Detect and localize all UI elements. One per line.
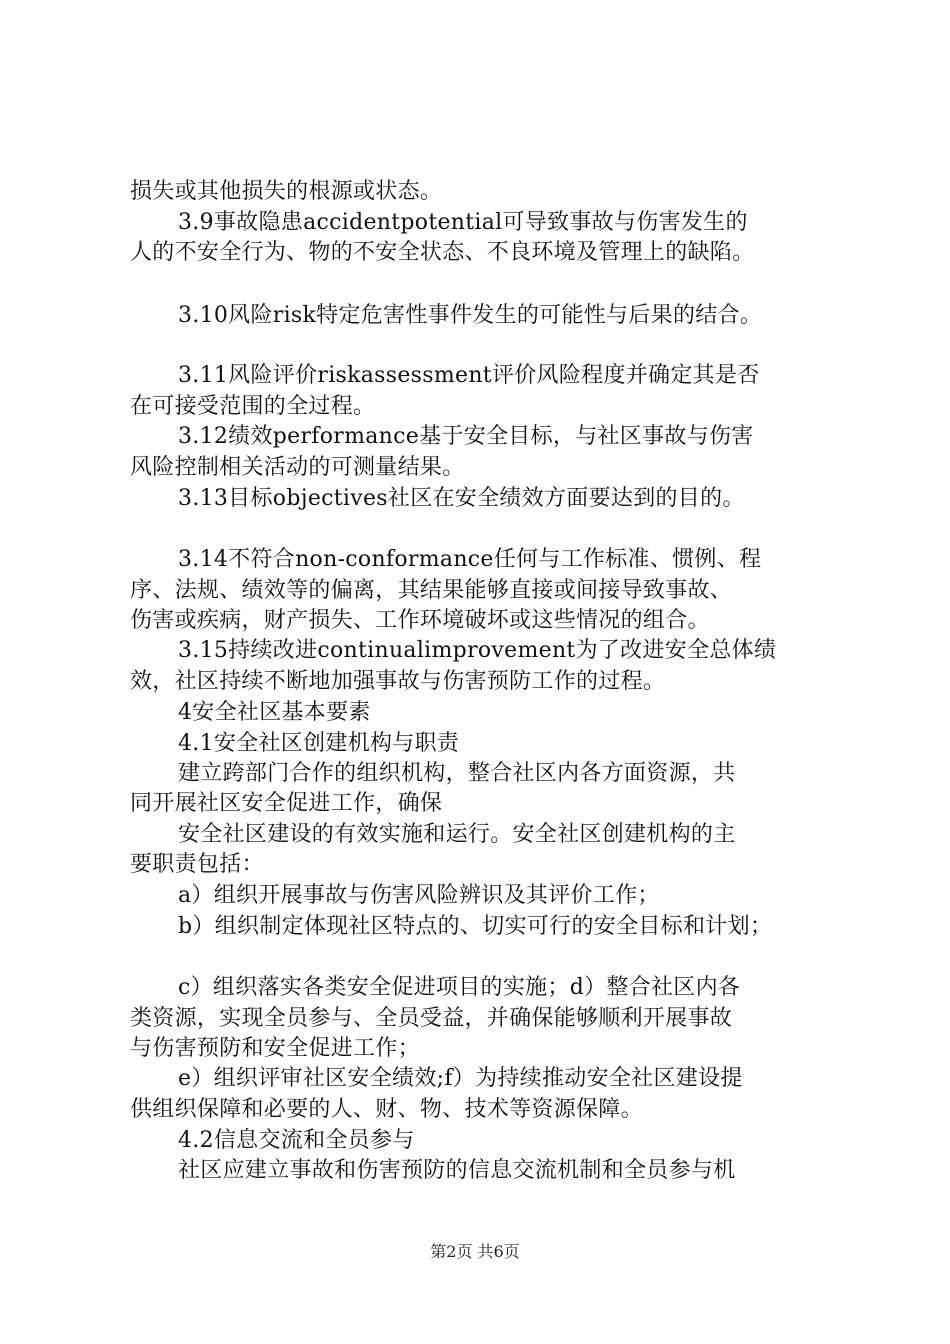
text-line: 类资源，实现全员参与、全员受益，并确保能够顺利开展事故 <box>130 1006 733 1031</box>
text-line: 3.13目标objectives社区在安全绩效方面要达到的目的。 <box>178 486 745 511</box>
section-heading: 4安全社区基本要素 <box>178 700 371 725</box>
text-line: 效，社区持续不断地加强事故与伤害预防工作的过程。 <box>130 669 666 694</box>
section-heading: 4.2信息交流和全员参与 <box>178 1128 415 1153</box>
text-line: 同开展社区安全促进工作，确保 <box>130 791 443 816</box>
text-line: 3.11风险评价riskassessment评价风险程度并确定其是否 <box>178 363 760 388</box>
text-line: 与伤害预防和安全促进工作； <box>130 1036 420 1061</box>
text-line: 社区应建立事故和伤害预防的信息交流机制和全员参与机 <box>178 1158 736 1183</box>
page-footer <box>0 1242 950 1262</box>
text-line: 安全社区建设的有效实施和运行。安全社区创建机构的主 <box>178 822 736 847</box>
text-line: 伤害或疾病，财产损失、工作环境破坏或这些情况的组合。 <box>130 608 710 633</box>
text-line: 供组织保障和必要的人、财、物、技术等资源保障。 <box>130 1097 643 1122</box>
text-line: 3.14不符合non-conformance任何与工作标准、惯例、程 <box>178 547 762 572</box>
text-line: e）组织评审社区安全绩效;f）为持续推动安全社区建设提 <box>178 1066 743 1091</box>
text-line: 在可接受范围的全过程。 <box>130 394 376 419</box>
text-line: 序、法规、绩效等的偏离，其结果能够直接或间接导致事故、 <box>130 578 733 603</box>
text-line: 3.9事故隐患accidentpotential可导致事故与伤害发生的 <box>178 210 748 235</box>
text-line: c）组织落实各类安全促进项目的实施；d）整合社区内各 <box>178 975 741 1000</box>
text-line: 损失或其他损失的根源或状态。 <box>130 179 443 204</box>
text-line: 建立跨部门合作的组织机构，整合社区内各方面资源，共 <box>178 761 736 786</box>
page-number-label: 第2页 共6页 <box>430 1242 520 1261</box>
section-heading: 4.1安全社区创建机构与职责 <box>178 731 460 756</box>
text-line: 风险控制相关活动的可测量结果。 <box>130 455 465 480</box>
text-line: 3.12绩效performance基于安全目标，与社区事故与伤害 <box>178 424 754 449</box>
text-line: b）组织制定体现社区特点的、切实可行的安全目标和计划； <box>178 914 773 939</box>
text-line: 人的不安全行为、物的不安全状态、不良环境及管理上的缺陷。 <box>130 240 755 265</box>
text-line: 3.10风险risk特定危害性事件发生的可能性与后果的结合。 <box>178 303 763 328</box>
text-line: 要职责包括： <box>130 852 264 877</box>
text-line: a）组织开展事故与伤害风险辨识及其评价工作； <box>178 883 660 908</box>
text-line: 3.15持续改进continualimprovement为了改进安全总体绩 <box>178 638 777 663</box>
